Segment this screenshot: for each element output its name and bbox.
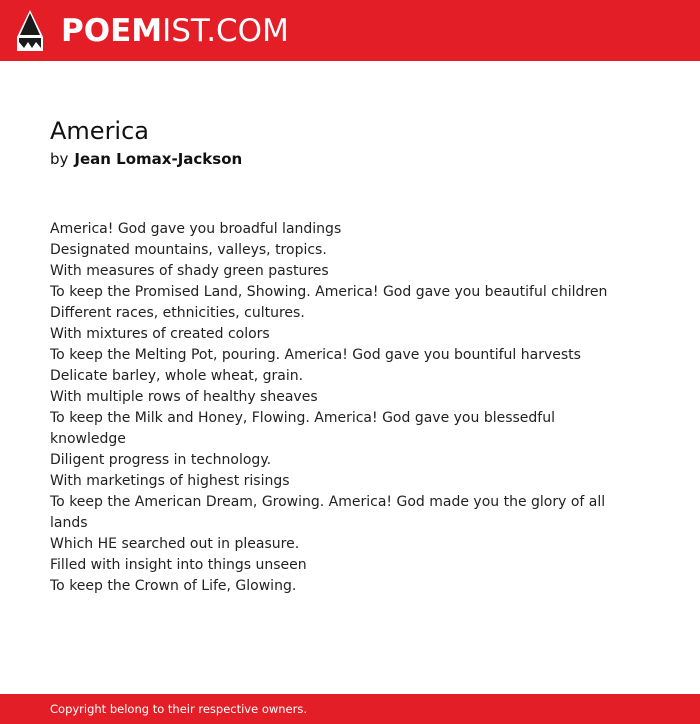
poem-line: Filled with insight into things unseen bbox=[50, 557, 307, 573]
poem-line: Delicate barley, whole wheat, grain. bbox=[50, 368, 304, 384]
poem-line: To keep the American Dream, Growing. America! God made you the glory of all lands bbox=[50, 494, 606, 531]
copyright-text: Copyright belong to their respective owners. bbox=[50, 702, 308, 716]
poem-line: Designated mountains, valleys, tropics. bbox=[50, 242, 327, 258]
poem-title: America bbox=[50, 117, 149, 145]
site-header bbox=[0, 0, 700, 61]
poem-line: With mixtures of created colors bbox=[50, 326, 270, 342]
poem-line: Diligent progress in technology. bbox=[50, 452, 272, 468]
poem-line: America! God gave you broadful landings bbox=[50, 221, 342, 237]
logo-text-light: IST.COM bbox=[162, 13, 289, 49]
poem-line: To keep the Crown of Life, Glowing. bbox=[50, 578, 297, 594]
poem-line: To keep the Promised Land, Showing. America! God gave you beautiful children bbox=[50, 284, 608, 300]
poem-line: Which HE searched out in pleasure. bbox=[50, 536, 300, 552]
byline bbox=[50, 148, 242, 170]
poem-line: To keep the Milk and Honey, Flowing. America! God gave you blessedful knowledge bbox=[50, 410, 555, 447]
by-label: by bbox=[50, 150, 69, 168]
logo-text-bold: POEM bbox=[61, 13, 163, 49]
poem-line: With marketings of highest risings bbox=[50, 473, 290, 489]
pencil-icon bbox=[17, 10, 43, 51]
poem-line: Different races, ethnicities, cultures. bbox=[50, 305, 305, 321]
poem-line: With measures of shady green pastures bbox=[50, 263, 329, 279]
poem-line: To keep the Melting Pot, pouring. America! God gave you bountiful harvests bbox=[50, 347, 581, 363]
poem-body bbox=[50, 219, 610, 597]
site-logo[interactable] bbox=[61, 11, 289, 51]
site-footer bbox=[0, 694, 700, 724]
author-name: Jean Lomax-Jackson bbox=[74, 150, 243, 168]
poem-line: With multiple rows of healthy sheaves bbox=[50, 389, 318, 405]
